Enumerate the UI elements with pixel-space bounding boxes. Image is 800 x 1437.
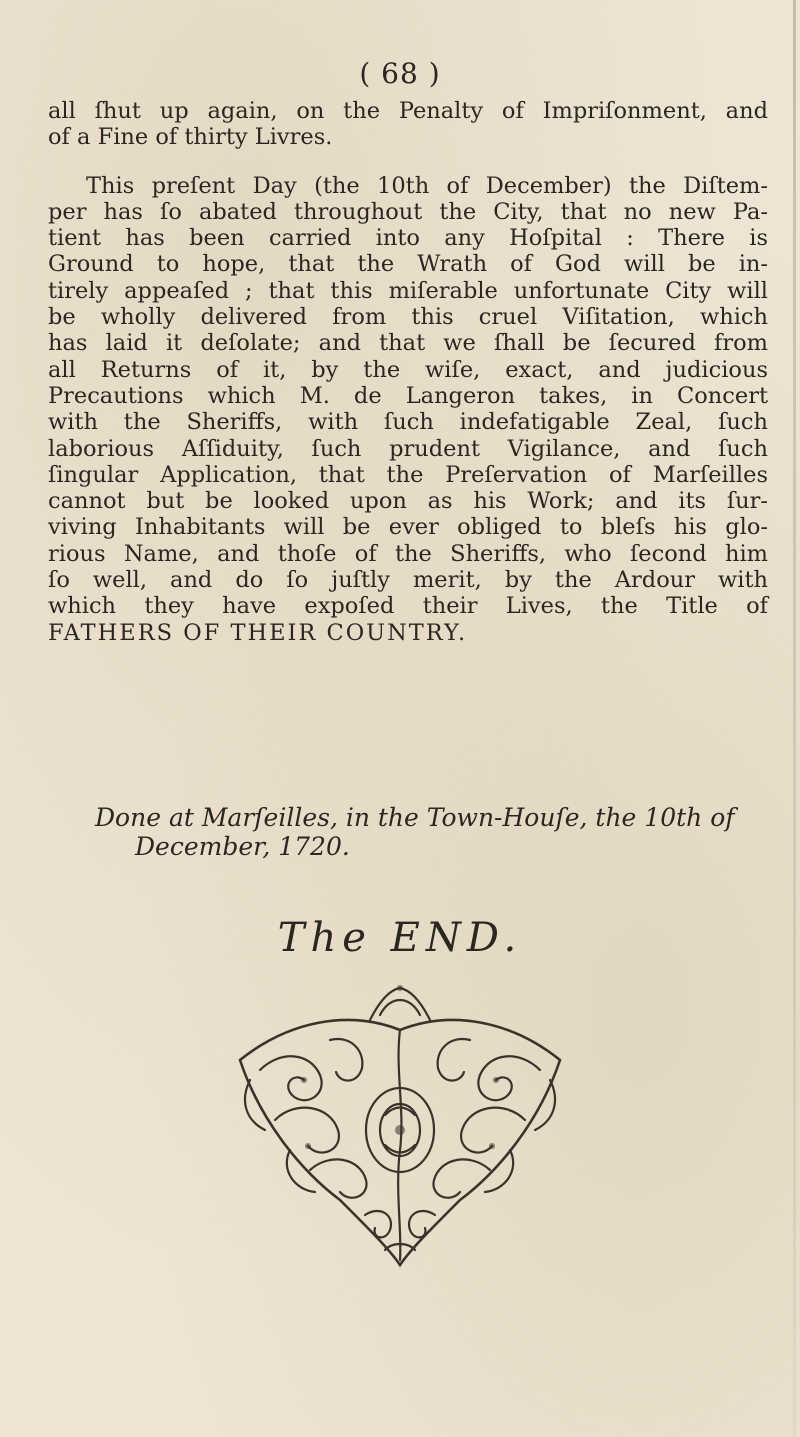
text-line: per has ſo abated throughout the City, that no new Pa- [48,198,768,225]
text-line: cannot but be looked upon as his Work; and its ſur- [48,488,768,515]
text-line: laborious Aſſiduity, ſuch prudent Vigilance, and ſuch [48,435,768,462]
paragraph-gap [48,151,768,173]
text-line: which they have expoſed their Lives, the Title of [48,593,768,620]
text-line: tirely appeaſed ; that this miſerable unfortunate City will [48,277,768,304]
text-line: Ground to hope, that the Wrath of God will be in- [48,251,768,278]
text-line: all Returns of it, by the wiſe, exact, and judicious [48,356,768,383]
closing-date: December, 1720. [135,832,350,861]
text-line: with the Sheriffs, with ſuch indefatigable Zeal, ſuch [48,409,768,436]
text-line: all ſhut up again, on the Penalty of Impriſonment, and [48,98,768,124]
page-edge-shadow [793,0,796,1437]
text-line: of a Fine of thirty Livres. [48,124,333,151]
text-line: FATHERS OF THEIR COUNTRY. [48,619,468,646]
text-line: Precautions which M. de Langeron takes, in Concert [48,382,768,409]
end-mark: The END. [277,915,523,961]
page-number: ( 68 ) [359,57,441,90]
text-line: This preſent Day (the 10th of December) the Diſtem- [86,172,768,199]
closing-line: Done at Marſeilles, in the Town-Houſe, the 10th of [95,803,735,832]
text-line: be wholly delivered from this cruel Viſitation, which [48,304,768,331]
text-line: tient has been carried into any Hoſpital : There is [48,225,768,252]
text-line: has laid it deſolate; and that we ſhall be ſecured from [48,330,768,357]
text-line: viving Inhabitants will be ever obliged to bleſs his glo- [48,514,768,541]
text-line: ſo well, and do ſo juſtly merit, by the Ardour with [48,567,768,594]
body-text [48,98,768,646]
text-line: ſingular Application, that the Preſervation of Marſeilles [48,461,768,488]
floral-tailpiece-ornament-icon [180,980,620,1270]
text-line: rious Name, and thoſe of the Sheriffs, who ſecond him [48,540,768,567]
